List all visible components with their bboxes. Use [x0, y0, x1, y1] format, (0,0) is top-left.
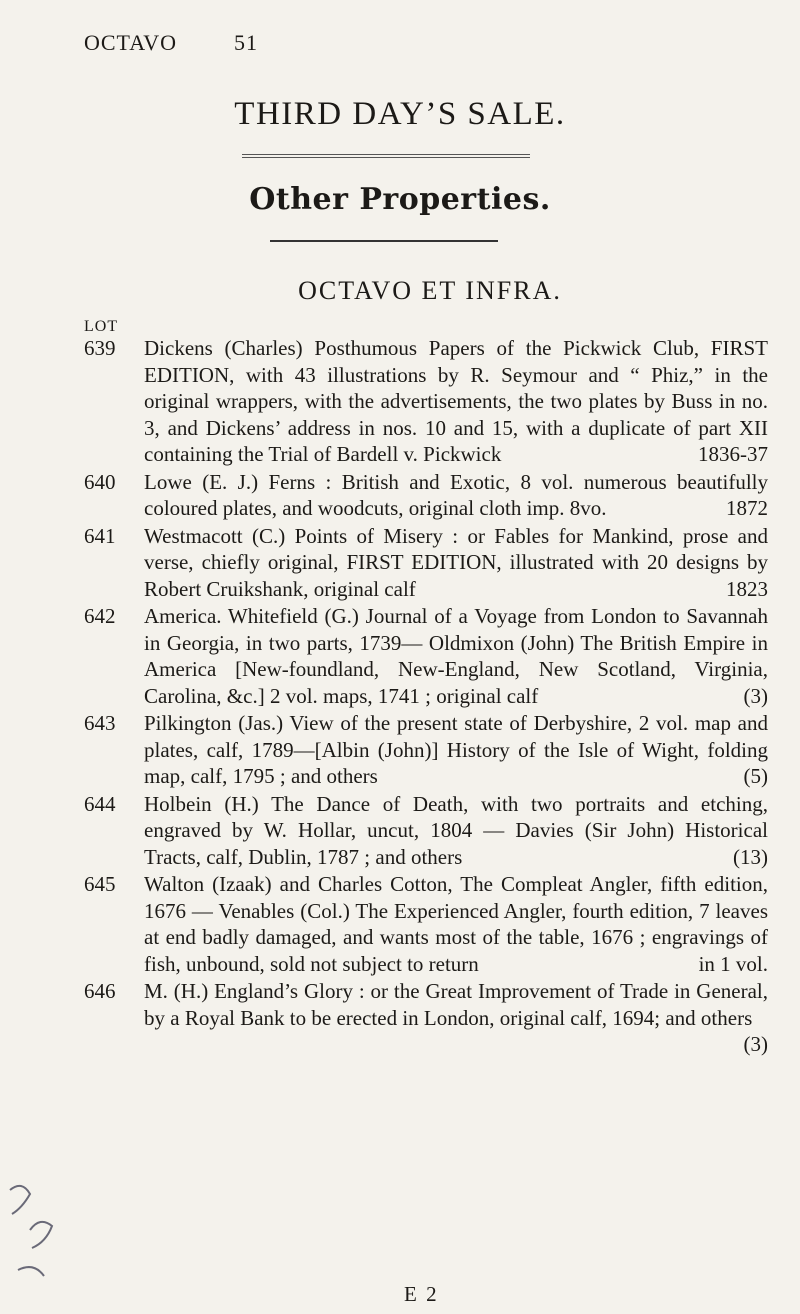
lot-entry [84, 871, 768, 977]
lot-text: America. Whitefield (G.) Journal of a Voyage from London to Savannah in Georgia, in two parts, 1739— Oldmixon (John) The British Empire in America [New-foundland, New-England, New Scotland, Virginia, Carolina, &c.] 2 vol. maps, 1741 ; original calf [144, 604, 768, 708]
lot-text: Dickens (Charles) Posthumous Papers of the Pickwick Club, FIRST EDITION, with 43 illustrations by R. Seymour and “ Phiz,” in the original wrappers, with the advertisements, the two plates by Buss in no. 3, and Dickens’ address in nos. 10 and 15, with a duplicate of part XII containing the Trial of Bardell v. Pickwick [144, 336, 768, 466]
lot-entry [84, 978, 768, 1058]
lot-description [144, 523, 768, 603]
lot-text: Westmacott (C.) Points of Misery : or Fables for Mankind, prose and verse, chiefly original, FIRST EDITION, illustrated with 20 designs by Robert Cruikshank, original calf [144, 523, 768, 601]
lot-description [144, 469, 768, 522]
lot-number: 642 [84, 604, 116, 628]
lot-list [84, 335, 768, 1059]
lot-description [144, 791, 768, 871]
lot-entry [84, 603, 768, 709]
lot-text: Lowe (E. J.) Ferns : British and Exotic, 8 vol. numerous beautifully coloured plates, and woodcuts, original cloth imp. 8vo. [144, 469, 768, 520]
lot-date: 1872 [726, 496, 768, 520]
format-heading: OCTAVO ET INFRA. [298, 276, 562, 305]
lot-text: Holbein (H.) The Dance of Death, with two portraits and etching, engraved by W. Hollar, uncut, 1804 — Davies (Sir John) Historical Tracts, calf, Dublin, 1787 ; and others [144, 791, 768, 869]
lot-description [144, 710, 768, 790]
lot-count: (3) [743, 1032, 768, 1056]
lot-entry [84, 335, 768, 468]
lot-date: 1823 [726, 576, 768, 601]
lot-date: 1836-37 [698, 442, 768, 466]
lot-text: M. (H.) England’s Glory : or the Great Improvement of Trade in General, by a Royal Bank to be erected in London, original calf, 1694; and others [144, 979, 768, 1030]
lot-description [144, 978, 768, 1056]
lot-number: 645 [84, 872, 116, 896]
lot-number: 639 [84, 336, 116, 360]
lot-count: (13) [733, 844, 768, 869]
title-rule [242, 154, 530, 158]
page-number: 51 [234, 30, 258, 55]
lot-entry [84, 469, 768, 522]
running-head-label: OCTAVO [84, 30, 178, 55]
lot-text: Walton (Izaak) and Charles Cotton, The Compleat Angler, fifth edition, 1676 — Venables (Col.) The Experienced Angler, fourth edition, 7 leaves at end badly damaged, and wants most of the table, 1676 ; engravings of fish, unbound, sold not subject to return [144, 872, 768, 976]
lot-entry [84, 710, 768, 790]
lot-number: 640 [84, 469, 116, 494]
sale-title: THIRD DAY’S SALE. [234, 96, 566, 132]
lot-entry [84, 791, 768, 871]
lot-volumes: in 1 vol. [698, 951, 768, 976]
signature-mark: E 2 [404, 1282, 439, 1306]
lot-description [144, 603, 768, 709]
lot-number: 641 [84, 523, 116, 548]
lot-count: (5) [743, 764, 768, 788]
section-subtitle: Other Properties. [249, 182, 551, 217]
lot-count: (3) [743, 683, 768, 708]
lot-number: 643 [84, 711, 116, 735]
lot-number: 646 [84, 979, 116, 1003]
lot-description [144, 335, 768, 468]
lot-description [144, 871, 768, 977]
lot-text: Pilkington (Jas.) View of the present state of Derbyshire, 2 vol. map and plates, calf, 1789—[Albin (John)] History of the Isle of Wight, folding map, calf, 1795 ; and others [144, 711, 768, 788]
handwritten-margin-marks [0, 1170, 100, 1310]
lot-number: 644 [84, 791, 116, 816]
lot-column-heading: LOT [84, 318, 119, 335]
lot-entry [84, 523, 768, 603]
subtitle-rule [270, 240, 498, 242]
